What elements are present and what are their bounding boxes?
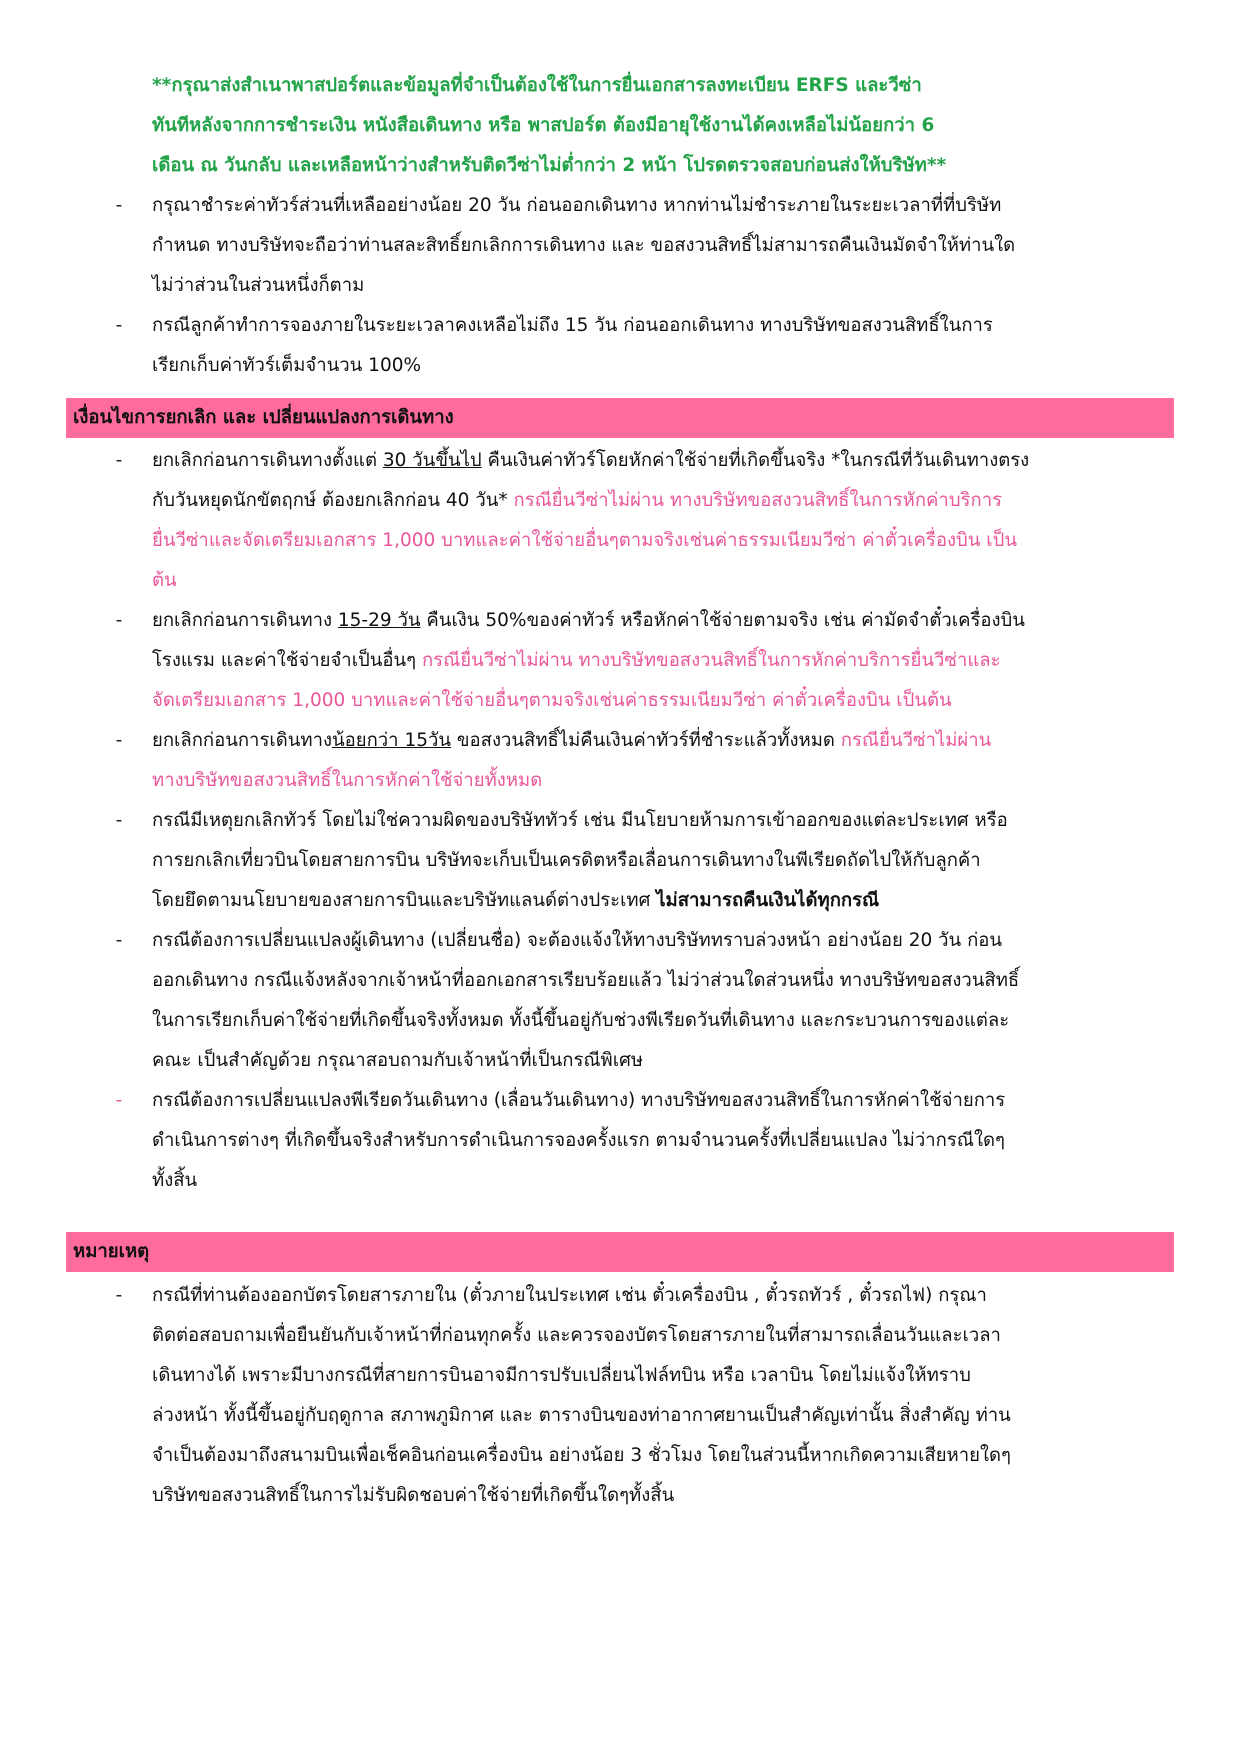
list-item-text: [152, 721, 1174, 801]
text-line: [152, 841, 1174, 881]
text-line: [152, 1476, 1174, 1516]
list-item-text: [152, 1276, 1174, 1516]
body-text: เดินทางได้ เพราะมีบางกรณีที่สายการบินอาจมีการปรับเปลี่ยนไฟล์ทบิน หรือ เวลาบิน โดยไม่แจ้งให้ทราบ: [152, 1365, 971, 1386]
body-text: ไม่ว่าส่วนในส่วนหนึ่งก็ตาม: [152, 275, 365, 296]
text-line: [152, 306, 1174, 346]
text-line: [152, 346, 1174, 386]
body-text: ยกเลิกก่อนการเดินทาง: [152, 610, 338, 631]
text-line: [152, 266, 1174, 306]
notice-line: ทันทีหลังจากการชำระเงิน หนังสือเดินทาง หรือ พาสปอร์ต ต้องมีอายุใช้งานได้คงเหลือไม่น้อยกว่า 6: [152, 115, 935, 136]
text-line: [152, 1001, 1174, 1041]
text-line: [152, 441, 1174, 481]
remarks-heading-bar: [66, 1232, 1174, 1272]
list-item-text: [152, 1081, 1174, 1201]
notice-line: เดือน ณ วันกลับ และเหลือหน้าว่างสำหรับติดวีซ่าไม่ต่ำกว่า 2 หน้า โปรดตรวจสอบก่อนส่งให้บริษัท**: [152, 155, 947, 176]
text-line: [152, 601, 1174, 641]
bullet-dash: -: [115, 1285, 123, 1306]
text-line: [152, 761, 1174, 801]
bullet-dash: -: [115, 610, 123, 631]
body-text: คืนเงิน 50%ของค่าทัวร์ หรือหักค่าใช้จ่ายตามจริง เช่น ค่ามัดจำตั๋วเครื่องบิน: [420, 610, 1025, 631]
body-text: ออกเดินทาง กรณีแจ้งหลังจากเจ้าหน้าที่ออกเอกสารเรียบร้อยแล้ว ไม่ว่าส่วนใดส่วนหนึ่ง ทางบริษัทขอสงวนสิทธิ์: [152, 970, 1020, 991]
list-item-text: [152, 186, 1174, 306]
period-text: 30 วันขึ้นไป: [382, 450, 482, 471]
list-item-text: [152, 921, 1174, 1081]
bullet-dash: -: [115, 810, 123, 831]
body-text: ยกเลิกก่อนการเดินทางตั้งแต่: [152, 450, 383, 471]
body-text: กรณีที่ท่านต้องออกบัตรโดยสารภายใน (ตั๋วภายในประเทศ เช่น ตั๋วเครื่องบิน , ตั๋วรถทัวร์ , ตั๋วรถไฟ) กรุณา: [152, 1285, 987, 1306]
body-text: ในการเรียกเก็บค่าใช้จ่ายที่เกิดขึ้นจริงทั้งหมด ทั้งนี้ขึ้นอยู่กับช่วงพีเรียดวันที่เดินทาง และกระบวนการของแต่ละ: [152, 1010, 1010, 1031]
text-line: [152, 521, 1174, 561]
body-text: ยกเลิกก่อนการเดินทาง: [152, 730, 332, 751]
bullet-dash: -: [115, 930, 123, 951]
text-line: [152, 881, 1174, 921]
passport-notice: [152, 66, 1174, 186]
body-text: ติดต่อสอบถามเพื่อยืนยันกับเจ้าหน้าที่ก่อนทุกครั้ง และควรจองบัตรโดยสารภายในที่สามารถเลื่อนวันและเวลา: [152, 1325, 1001, 1346]
text-line: [152, 1276, 1174, 1316]
period-text: น้อยกว่า 15วัน: [332, 730, 452, 751]
text-line: [152, 226, 1174, 266]
body-text: โดยยึดตามนโยบายของสายการบินและบริษัทแลนด์ต่างประเทศ: [152, 890, 657, 911]
list-item-text: [152, 801, 1174, 921]
list-item-text: [152, 441, 1174, 601]
visa-note-text: ยื่นวีซ่าและจัดเตรียมเอกสาร 1,000 บาทและค่าใช้จ่ายอื่นๆตามจริงเช่นค่าธรรมเนียมวีซ่า ค่าตั๋วเครื่องบิน เป็น: [152, 530, 1017, 551]
period-text: 15-29 วัน: [337, 610, 421, 631]
visa-note-text: กรณียื่นวีซ่าไม่ผ่าน ทางบริษัทขอสงวนสิทธิ์ในการหักค่าบริการยื่นวีซ่าและ: [421, 650, 1001, 671]
text-line: [152, 1161, 1174, 1201]
text-line: [152, 1316, 1174, 1356]
text-line: [152, 681, 1174, 721]
cancellation-heading: เงื่อนไขการยกเลิก และ เปลี่ยนแปลงการเดินทาง: [73, 407, 454, 428]
body-text: กรุณาชำระค่าทัวร์ส่วนที่เหลืออย่างน้อย 20 วัน ก่อนออกเดินทาง หากท่านไม่ชำระภายในระยะเวลาที่ที่บริษัท: [152, 195, 1002, 216]
cancellation-heading-bar: [66, 398, 1174, 438]
bullet-dash: -: [115, 1090, 123, 1111]
text-line: [152, 1436, 1174, 1476]
text-line: [152, 481, 1174, 521]
body-text: ดำเนินการต่างๆ ที่เกิดขึ้นจริงสำหรับการดำเนินการจองครั้งแรก ตามจำนวนครั้งที่เปลี่ยนแปลง ไม่ว่ากรณีใดๆ: [152, 1130, 1005, 1151]
text-line: [152, 961, 1174, 1001]
text-line: [152, 1356, 1174, 1396]
visa-note-text: กรณียื่นวีซ่าไม่ผ่าน ทางบริษัทขอสงวนสิทธิ์ในการหักค่าบริการ: [513, 490, 1003, 511]
emphasis-text: ไม่สามารถคืนเงินได้ทุกกรณี: [656, 890, 880, 911]
body-text: กรณีมีเหตุยกเลิกทัวร์ โดยไม่ใช่ความผิดของบริษัททัวร์ เช่น มีนโยบายห้ามการเข้าออกของแต่ละประเทศ หรือ: [152, 810, 1008, 831]
text-line: [152, 1081, 1174, 1121]
body-text: การยกเลิกเที่ยวบินโดยสายการบิน บริษัทจะเก็บเป็นเครดิตหรือเลื่อนการเดินทางในพีเรียดถัดไปให้กับลูกค้า: [152, 850, 981, 871]
body-text: ขอสงวนสิทธิ์ไม่คืนเงินค่าทัวร์ที่ชำระแล้วทั้งหมด: [451, 730, 841, 751]
text-line: [152, 1396, 1174, 1436]
body-text: กำหนด ทางบริษัทจะถือว่าท่านสละสิทธิ์ยกเลิกการเดินทาง และ ขอสงวนสิทธิ์ไม่สามารถคืนเงินมัดจำให้ท่านใด: [152, 235, 1016, 256]
body-text: คืนเงินค่าทัวร์โดยหักค่าใช้จ่ายที่เกิดขึ้นจริง *ในกรณีที่วันเดินทางตรง: [481, 450, 1030, 471]
body-text: คณะ เป็นสำคัญด้วย กรุณาสอบถามกับเจ้าหน้าที่เป็นกรณีพิเศษ: [152, 1050, 644, 1071]
body-text: ล่วงหน้า ทั้งนี้ขึ้นอยู่กับฤดูกาล สภาพภูมิกาศ และ ตารางบินของท่าอากาศยานเป็นสำคัญเท่านั้น สิ่งสำคัญ ท่าน: [152, 1405, 1011, 1426]
visa-note-text: ทางบริษัทขอสงวนสิทธิ์ในการหักค่าใช้จ่ายทั้งหมด: [152, 770, 543, 791]
body-text: จำเป็นต้องมาถึงสนามบินเพื่อเช็คอินก่อนเครื่องบิน อย่างน้อย 3 ชั่วโมง โดยในส่วนนี้หากเกิดความเสียหายใดๆ: [152, 1445, 1011, 1466]
bullet-dash: -: [115, 315, 123, 336]
text-line: [152, 721, 1174, 761]
visa-note-text: ต้น: [152, 570, 177, 591]
list-item-text: [152, 601, 1174, 721]
visa-note-text: จัดเตรียมเอกสาร 1,000 บาทและค่าใช้จ่ายอื่นๆตามจริงเช่นค่าธรรมเนียมวีซ่า ค่าตั๋วเครื่องบิน เป็นต้น: [152, 690, 952, 711]
body-text: บริษัทขอสงวนสิทธิ์ในการไม่รับผิดชอบค่าใช้จ่ายที่เกิดขึ้นใดๆทั้งสิ้น: [152, 1485, 675, 1506]
text-line: [152, 1041, 1174, 1081]
text-line: [152, 186, 1174, 226]
body-text: กับวันหยุดนักขัตฤกษ์ ต้องยกเลิกก่อน 40 วัน*: [152, 490, 514, 511]
body-text: กรณีลูกค้าทำการจองภายในระยะเวลาคงเหลือไม่ถึง 15 วัน ก่อนออกเดินทาง ทางบริษัทขอสงวนสิทธิ์ในการ: [152, 315, 993, 336]
remarks-heading: หมายเหตุ: [73, 1241, 150, 1262]
body-text: กรณีต้องการเปลี่ยนแปลงผู้เดินทาง (เปลี่ยนชื่อ) จะต้องแจ้งให้ทางบริษัททราบล่วงหน้า อย่างน้อย 20 วัน ก่อน: [152, 930, 1003, 951]
list-item-text: [152, 306, 1174, 386]
body-text: ทั้งสิ้น: [152, 1170, 198, 1191]
body-text: กรณีต้องการเปลี่ยนแปลงพีเรียดวันเดินทาง (เลื่อนวันเดินทาง) ทางบริษัทขอสงวนสิทธิ์ในการหักค่าใช้จ่ายการ: [152, 1090, 1006, 1111]
notice-line: **กรุณาส่งสำเนาพาสปอร์ตและข้อมูลที่จำเป็นต้องใช้ในการยื่นเอกสารลงทะเบียน ERFS และวีซ่า: [152, 75, 922, 96]
visa-note-text: กรณียื่นวีซ่าไม่ผ่าน: [840, 730, 992, 751]
body-text: เรียกเก็บค่าทัวร์เต็มจำนวน 100%: [152, 355, 422, 376]
body-text: โรงแรม และค่าใช้จ่ายจำเป็นอื่นๆ: [152, 650, 422, 671]
text-line: [152, 641, 1174, 681]
text-line: [152, 801, 1174, 841]
bullet-dash: -: [115, 195, 123, 216]
text-line: [152, 921, 1174, 961]
text-line: [152, 1121, 1174, 1161]
bullet-dash: -: [115, 450, 123, 471]
bullet-dash: -: [115, 730, 123, 751]
text-line: [152, 561, 1174, 601]
